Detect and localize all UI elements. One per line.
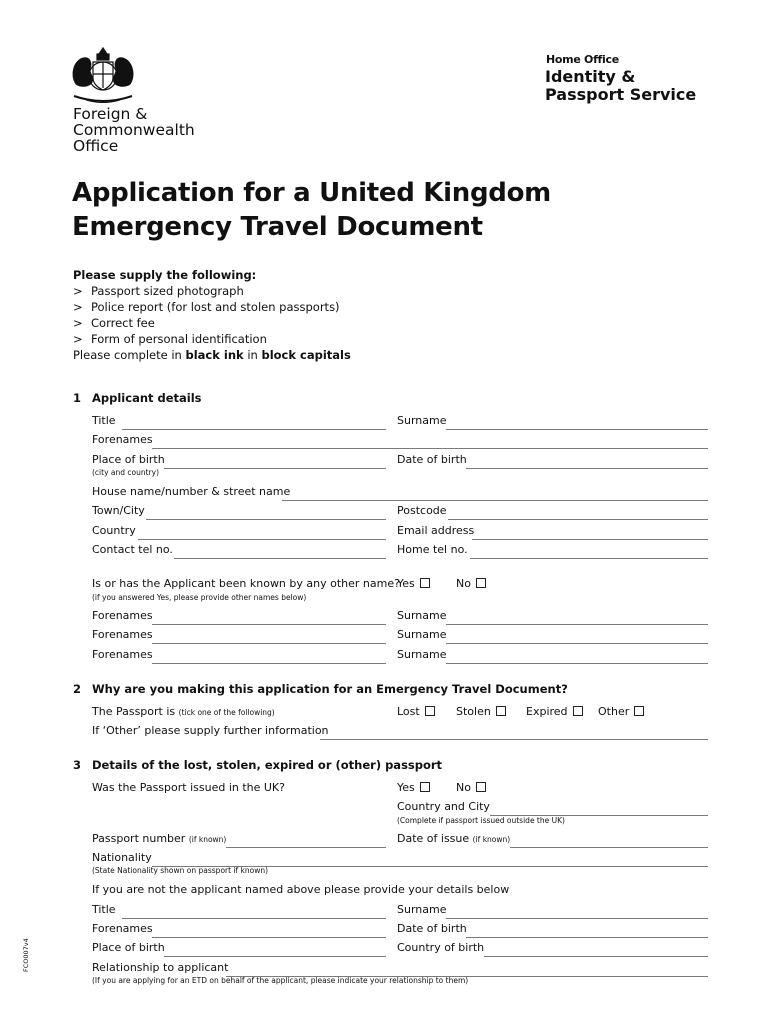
passport-number-field[interactable] bbox=[226, 847, 386, 848]
alt-surname-label: Surname bbox=[397, 628, 447, 641]
rep-place-of-birth-label: Place of birth bbox=[92, 941, 165, 954]
town-field[interactable] bbox=[146, 519, 386, 520]
town-label: Town/City bbox=[92, 504, 145, 517]
contact-tel-field[interactable] bbox=[174, 558, 386, 559]
postcode-field[interactable] bbox=[448, 519, 708, 520]
alt-surname-field[interactable] bbox=[446, 643, 708, 644]
alt-forenames-label: Forenames bbox=[92, 609, 153, 622]
section-1-title: Applicant details bbox=[92, 391, 202, 405]
forenames-field[interactable] bbox=[152, 448, 708, 449]
alt-forenames-field[interactable] bbox=[152, 643, 386, 644]
ips-line2: Passport Service bbox=[545, 85, 697, 104]
country-field[interactable] bbox=[138, 539, 386, 540]
contact-tel-label: Contact tel no. bbox=[92, 543, 173, 556]
email-field[interactable] bbox=[472, 539, 708, 540]
alt-surname-label: Surname bbox=[397, 648, 447, 661]
rep-title-label: Title bbox=[92, 903, 116, 916]
issued-uk-yes: Yes bbox=[397, 781, 430, 794]
intro-heading: Please supply the following: bbox=[73, 268, 257, 282]
home-office-label: Home Office bbox=[546, 53, 619, 66]
relationship-note: (If you are applying for an ETD on behalf of the applicant, please indicate your relationship to them) bbox=[92, 976, 469, 985]
option-other: Other bbox=[598, 705, 644, 718]
passport-number-label: Passport number (if known) bbox=[92, 832, 227, 845]
ips-line1: Identity & bbox=[545, 67, 636, 86]
home-tel-field[interactable] bbox=[470, 558, 708, 559]
nationality-label: Nationality bbox=[92, 851, 152, 864]
fco-name-line1: Foreign & bbox=[73, 105, 148, 123]
forenames-label: Forenames bbox=[92, 433, 153, 446]
intro-item bbox=[73, 284, 244, 298]
intro-item bbox=[73, 332, 267, 346]
issued-uk-no: No bbox=[456, 781, 486, 794]
intro-item-text: Police report (for lost and stolen passports) bbox=[91, 300, 340, 314]
alt-surname-label: Surname bbox=[397, 609, 447, 622]
option-expired: Expired bbox=[526, 705, 583, 718]
bullet-marker: > bbox=[73, 332, 83, 346]
intro-item bbox=[73, 300, 340, 314]
fco-name-line3: Office bbox=[73, 137, 119, 155]
yes-checkbox[interactable] bbox=[420, 782, 430, 792]
intro-item-text: Correct fee bbox=[91, 316, 155, 330]
rep-country-of-birth-field[interactable] bbox=[484, 956, 708, 957]
intro-item-text: Passport sized photograph bbox=[91, 284, 244, 298]
rep-forenames-field[interactable] bbox=[152, 937, 386, 938]
fco-name-line2: Commonwealth bbox=[73, 121, 195, 139]
other-name-yes: Yes bbox=[397, 577, 430, 590]
relationship-label: Relationship to applicant bbox=[92, 961, 229, 974]
royal-coat-of-arms-icon bbox=[66, 44, 140, 106]
stolen-checkbox[interactable] bbox=[496, 706, 506, 716]
rep-dob-label: Date of birth bbox=[397, 922, 467, 935]
rep-place-of-birth-field[interactable] bbox=[164, 956, 386, 957]
city-country-note: (city and country) bbox=[92, 468, 159, 477]
option-lost: Lost bbox=[397, 705, 435, 718]
rep-forenames-label: Forenames bbox=[92, 922, 153, 935]
form-code: FCO007v4 bbox=[22, 938, 30, 972]
other-name-question: Is or has the Applicant been known by any other name? bbox=[92, 577, 400, 590]
lost-checkbox[interactable] bbox=[425, 706, 435, 716]
intro-item-text: Form of personal identification bbox=[91, 332, 267, 346]
issued-uk-question: Was the Passport issued in the UK? bbox=[92, 781, 285, 794]
no-checkbox[interactable] bbox=[476, 578, 486, 588]
intro-item bbox=[73, 316, 155, 330]
title-field[interactable] bbox=[122, 429, 386, 430]
date-of-birth-field[interactable] bbox=[466, 468, 708, 469]
home-tel-label: Home tel no. bbox=[397, 543, 468, 556]
rep-country-of-birth-label: Country of birth bbox=[397, 941, 485, 954]
date-of-issue-label: Date of issue (if known) bbox=[397, 832, 511, 845]
house-label: House name/number & street name bbox=[92, 485, 291, 498]
section-3-number: 3 bbox=[73, 758, 82, 772]
yes-checkbox[interactable] bbox=[420, 578, 430, 588]
alt-forenames-label: Forenames bbox=[92, 648, 153, 661]
bullet-marker: > bbox=[73, 316, 83, 330]
nationality-note: (State Nationality shown on passport if known) bbox=[92, 866, 269, 875]
other-name-no: No bbox=[456, 577, 486, 590]
rep-surname-label: Surname bbox=[397, 903, 447, 916]
date-of-issue-field[interactable] bbox=[510, 847, 708, 848]
country-label: Country bbox=[92, 524, 136, 537]
complete-instructions: Please complete in black ink in block capitals bbox=[73, 348, 351, 362]
rep-dob-field[interactable] bbox=[466, 937, 708, 938]
alt-surname-field[interactable] bbox=[446, 663, 708, 664]
postcode-label: Postcode bbox=[397, 504, 447, 517]
house-field[interactable] bbox=[282, 500, 708, 501]
section-3-title: Details of the lost, stolen, expired or (other) passport bbox=[92, 758, 443, 772]
country-city-label: Country and City bbox=[397, 800, 490, 813]
option-stolen: Stolen bbox=[456, 705, 506, 718]
date-of-birth-label: Date of birth bbox=[397, 453, 467, 466]
section-2-number: 2 bbox=[73, 682, 82, 696]
page-title-line2: Emergency Travel Document bbox=[72, 212, 483, 242]
alt-surname-field[interactable] bbox=[446, 624, 708, 625]
other-info-label: If ‘Other’ please supply further information bbox=[92, 724, 329, 737]
not-applicant-heading: If you are not the applicant named above please provide your details below bbox=[92, 883, 510, 896]
alt-forenames-field[interactable] bbox=[152, 624, 386, 625]
title-label: Title bbox=[92, 414, 116, 427]
passport-is-label: The Passport is (tick one of the following) bbox=[92, 705, 275, 718]
bullet-marker: > bbox=[73, 284, 83, 298]
surname-field[interactable] bbox=[446, 429, 708, 430]
place-of-birth-label: Place of birth bbox=[92, 453, 165, 466]
alt-forenames-label: Forenames bbox=[92, 628, 153, 641]
no-checkbox[interactable] bbox=[476, 782, 486, 792]
surname-label: Surname bbox=[397, 414, 447, 427]
country-city-note: (Complete if passport issued outside the UK) bbox=[397, 816, 565, 825]
other-info-field[interactable] bbox=[320, 739, 708, 740]
email-label: Email address bbox=[397, 524, 475, 537]
place-of-birth-field[interactable] bbox=[164, 468, 386, 469]
other-name-note: (if you answered Yes, please provide other names below) bbox=[92, 593, 307, 602]
expired-checkbox[interactable] bbox=[573, 706, 583, 716]
section-1-number: 1 bbox=[73, 391, 82, 405]
rep-title-field[interactable] bbox=[122, 918, 386, 919]
section-2-title: Why are you making this application for an Emergency Travel Document? bbox=[92, 682, 568, 696]
rep-surname-field[interactable] bbox=[446, 918, 708, 919]
bullet-marker: > bbox=[73, 300, 83, 314]
other-checkbox[interactable] bbox=[634, 706, 644, 716]
alt-forenames-field[interactable] bbox=[152, 663, 386, 664]
page-title-line1: Application for a United Kingdom bbox=[72, 178, 551, 208]
